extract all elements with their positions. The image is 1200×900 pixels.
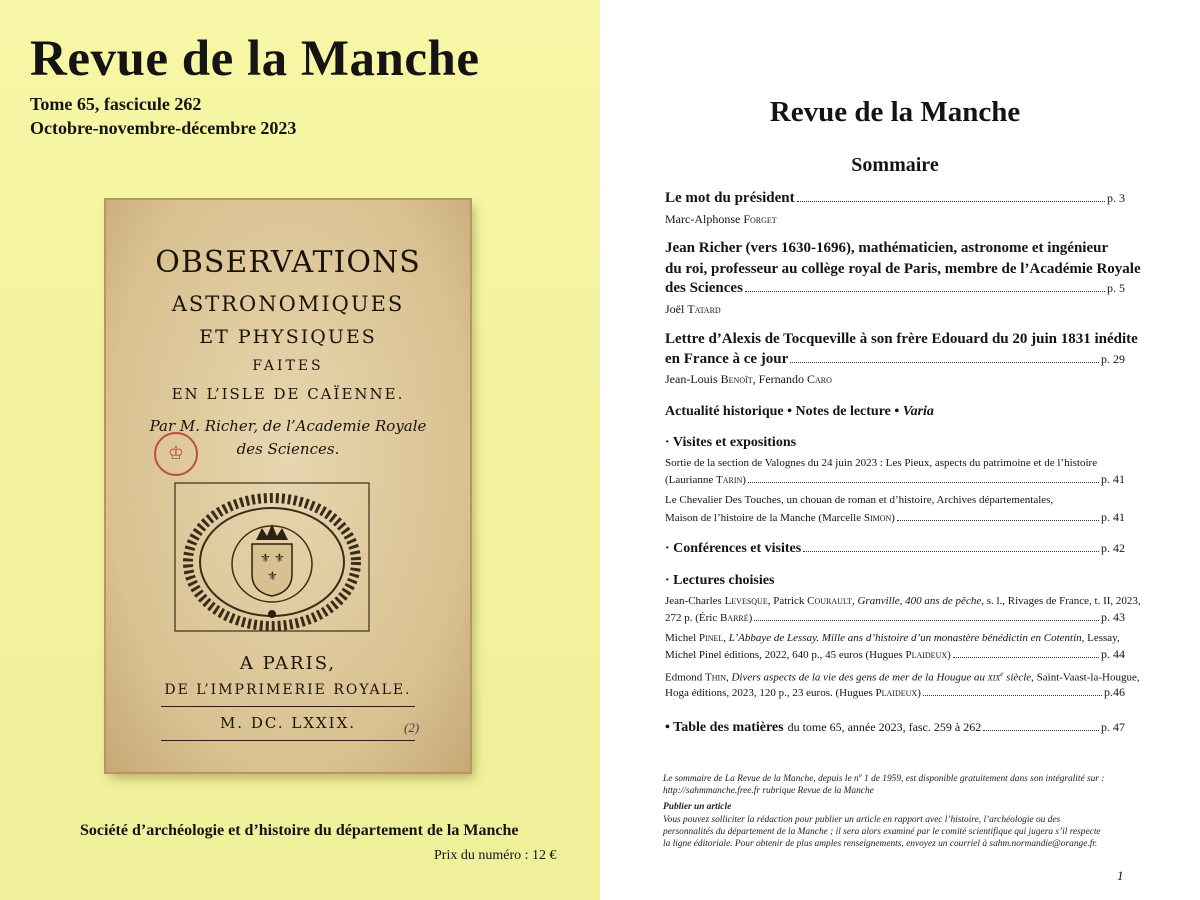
leader-dots: [983, 730, 1099, 731]
entry-text: ,: [725, 671, 729, 684]
toc-entry-lecture-lessay: [665, 647, 1125, 662]
entry-text: ): [748, 612, 753, 624]
superscript: e: [1000, 670, 1004, 678]
entry-text: Jean-Charles: [665, 595, 722, 607]
svg-text:⚜: ⚜: [267, 569, 278, 583]
title-page-line: EN L’ISLE DE CAÏENNE.: [171, 385, 405, 403]
page-number: 1: [1117, 868, 1124, 883]
toc-entry-text-line: [665, 687, 921, 699]
entry-text: du tome 65, année 2023, fasc. 259 à 262: [787, 720, 982, 734]
toc-entry-title: · Conférences et visites: [665, 541, 802, 556]
toc-entry-title-line: Lettre d’Alexis de Tocqueville à son frère Edouard du 20 juin 1831 inédite: [665, 331, 1138, 347]
author-separator: ,: [752, 372, 756, 386]
leader-dots: [803, 551, 1099, 552]
title-page-line: DE L’IMPRIMERIE ROYALE.: [164, 682, 412, 698]
reviewer-name: Plaideux: [875, 687, 918, 699]
section-title: Actualité historique • Notes de lecture •: [665, 404, 900, 419]
entry-text: ,: [723, 632, 727, 644]
author-first-name: Fernando: [758, 372, 804, 386]
toc-page-number: p. 3: [1107, 191, 1125, 205]
entry-text: ): [891, 512, 895, 524]
title-page-rule: [161, 706, 415, 707]
cover-issue-date: Octobre-novembre-décembre 2023: [30, 118, 297, 138]
author-first-name: Marc-Alphonse: [665, 212, 741, 226]
cover-issue-number: Tome 65, fascicule 262: [30, 94, 202, 114]
author-last-name: Levesque: [724, 595, 768, 607]
publish-article-heading: Publier un article: [663, 802, 732, 812]
note-line: [663, 770, 1133, 785]
toc-entry-title-line: en France à ce jour: [665, 351, 789, 367]
toc-entry-text-line: [665, 595, 1141, 607]
entry-text: , Lessay,: [1081, 632, 1120, 644]
toc-page-number: p. 47: [1101, 720, 1125, 734]
title-page-rule: [161, 740, 415, 741]
leader-dots: [754, 620, 1099, 621]
toc-entry-chevalier-des-touches: [665, 510, 1125, 525]
author-last-name: Forget: [743, 212, 777, 226]
toc-page-number: p. 41: [1101, 472, 1125, 486]
author-first-name: Joël: [665, 302, 685, 316]
entry-text: Hoga éditions, 2023, 120 p., 23 euros. (Hugues: [665, 687, 873, 699]
title-page-line: M. DC. LXXIX.: [219, 714, 357, 732]
publish-article-note: [663, 814, 1133, 850]
leader-dots: [953, 657, 1099, 658]
author-last-name: Caro: [806, 372, 832, 386]
toc-entry-text-line: [665, 670, 1140, 684]
note-text: 1 de 1959, est disponible gratuitement dans son intégralité sur :: [861, 774, 1105, 785]
svg-text:⚜: ⚜: [260, 551, 271, 565]
leader-dots: [897, 520, 1099, 521]
cover-society-name: Société d’archéologie et d’histoire du département de la Manche: [80, 822, 519, 839]
book-title: siècle: [1006, 671, 1032, 684]
toc-entry-text-line: [665, 632, 1120, 644]
leader-dots: [797, 201, 1105, 202]
author-last-name: Simon: [863, 512, 892, 524]
title-page-line: des Sciences.: [236, 440, 340, 458]
note-line: Vous pouvez solliciter la rédaction pour publier un article en rapport avec l’histoire, l’archéologie ou des: [663, 815, 1061, 825]
author-first-name: Jean-Louis: [665, 372, 718, 386]
royal-arms-vignette-icon: [174, 482, 370, 632]
toc-page-number: p. 41: [1101, 510, 1125, 524]
note-text: Le sommaire de La Revue de la Manche, depuis le n: [663, 774, 859, 785]
author-last-name: Tarin: [716, 474, 743, 486]
century-numeral: xix: [987, 671, 1001, 684]
toc-entry-table-des-matieres: [665, 718, 1125, 736]
subsection-lectures-heading: · Lectures choisies: [665, 573, 775, 588]
availability-note: [663, 770, 1133, 797]
title-page-illustration: [106, 200, 470, 772]
toc-entry-title-line: Jean Richer (vers 1630-1696), mathématicien, astronome et ingénieur: [665, 240, 1109, 256]
toc-entry-author: [665, 302, 721, 317]
title-page-line: OBSERVATIONS: [155, 245, 421, 280]
toc-entry-text-line: [665, 612, 752, 624]
entry-text: ): [947, 649, 951, 661]
svg-text:⚜: ⚜: [274, 551, 285, 565]
section-actualite-historique: [665, 404, 934, 420]
toc-entry-title: Le mot du président: [665, 190, 795, 206]
entry-text: , s. l., Rivages de France, t. II, 2023,: [981, 595, 1141, 607]
leader-dots: [748, 482, 1099, 483]
title-page-line: A PARIS,: [239, 653, 337, 674]
leader-dots: [790, 362, 1099, 363]
entry-text: ): [917, 687, 921, 699]
contents-journal-title: Revue de la Manche: [769, 96, 1021, 128]
toc-entry-tocqueville: [665, 351, 1125, 368]
toc-page-number: p. 5: [1107, 281, 1125, 295]
author-last-name: Courault: [807, 595, 852, 607]
entry-text: Michel: [665, 632, 697, 644]
toc-entry-title-line: des Sciences: [665, 280, 743, 296]
reviewer-name: Plaideux: [905, 649, 948, 661]
subsection-visites-heading: · Visites et expositions: [665, 435, 797, 450]
toc-page-number: p. 29: [1101, 352, 1125, 366]
title-page-line: FAITES: [252, 358, 324, 374]
toc-entry-lecture-hougue: [665, 685, 1125, 700]
entry-text: 272 p. (Éric: [665, 612, 718, 624]
toc-entry-title: [665, 718, 981, 736]
entry-text: Edmond: [665, 671, 703, 684]
reviewer-name: Barré: [719, 612, 749, 624]
entry-text: ,: [851, 595, 855, 607]
toc-entry-author: [665, 212, 777, 227]
author-last-name: Thin: [705, 671, 726, 684]
section-title-varia: Varia: [902, 404, 934, 419]
note-line: la ligne éditoriale. Pour obtenir de plus amples renseignements, envoyez un courriel à sahm.normandie@orange.fr.: [663, 839, 1098, 849]
entry-text: Maison de l’histoire de la Manche (Marcelle: [665, 512, 862, 524]
entry-text: Michel Pinel éditions, 2022, 640 p., 45 euros (Hugues: [665, 649, 903, 661]
book-title: Divers aspects de la vie des gens de mer de la Hougue au: [731, 671, 986, 684]
entry-text: (Laurianne: [665, 474, 714, 486]
toc-entry-text-line: [665, 512, 895, 524]
library-stamp-icon: ♔: [154, 432, 198, 476]
entry-text: , Saint-Vaast-la-Hougue,: [1031, 671, 1140, 684]
cover-title: Revue de la Manche: [30, 31, 480, 87]
toc-page-number: p.46: [1104, 685, 1125, 699]
author-last-name: Benoît: [720, 372, 753, 386]
contents-heading: Sommaire: [851, 154, 939, 176]
toc-entry-visite-valognes: [665, 472, 1125, 487]
toc-entry-text-line: [665, 474, 746, 486]
toc-entry-author: [665, 372, 832, 387]
handwritten-note: (2): [404, 720, 420, 735]
author-last-name: Pinel: [698, 632, 724, 644]
note-line: http://sahmmanche.free.fr rubrique Revue de la Manche: [663, 786, 874, 797]
leader-dots: [745, 291, 1105, 292]
toc-entry-mot-du-president: [665, 190, 1125, 207]
note-line: personnalités du département de la Manche ; il sera alors examiné par le comité scientifique qui jugera s’il respecte: [663, 827, 1101, 837]
leader-dots: [923, 695, 1102, 696]
entry-text: , Patrick: [767, 595, 805, 607]
entry-title-bold: • Table des matières: [665, 720, 784, 735]
book-title: Granville, 400 ans de pêche: [857, 595, 982, 607]
book-title: L’Abbaye de Lessay. Mille ans d’histoire d’un monastère bénédictin en Cotentin: [728, 632, 1082, 644]
author-last-name: Tatard: [687, 302, 721, 316]
toc-entry-text-line: [665, 649, 951, 661]
toc-entry-richer: [665, 280, 1125, 297]
cover-price: Prix du numéro : 12 €: [434, 848, 557, 863]
title-page-line: Par M. Richer, de l’Academie Royale: [149, 417, 427, 435]
title-page-line: ET PHYSIQUES: [199, 326, 377, 348]
toc-entry-conferences: [665, 541, 1125, 557]
entry-text: ): [742, 474, 746, 486]
toc-entry-text-line: Le Chevalier Des Touches, un chouan de roman et d’histoire, Archives départementales,: [665, 494, 1054, 506]
toc-page-number: p. 42: [1101, 541, 1125, 555]
title-page-line: ASTRONOMIQUES: [171, 292, 405, 316]
toc-page-number: p. 43: [1101, 610, 1125, 624]
toc-entry-text-line: Sortie de la section de Valognes du 24 juin 2023 : Les Pieux, aspects du patrimoine et de l’histoire: [665, 457, 1098, 469]
toc-entry-lecture-granville: [665, 610, 1125, 625]
toc-page-number: p. 44: [1101, 647, 1125, 661]
toc-entry-title-line: du roi, professeur au collège royal de Paris, membre de l’Académie Royale: [665, 261, 1141, 277]
superscript: o: [858, 773, 862, 779]
